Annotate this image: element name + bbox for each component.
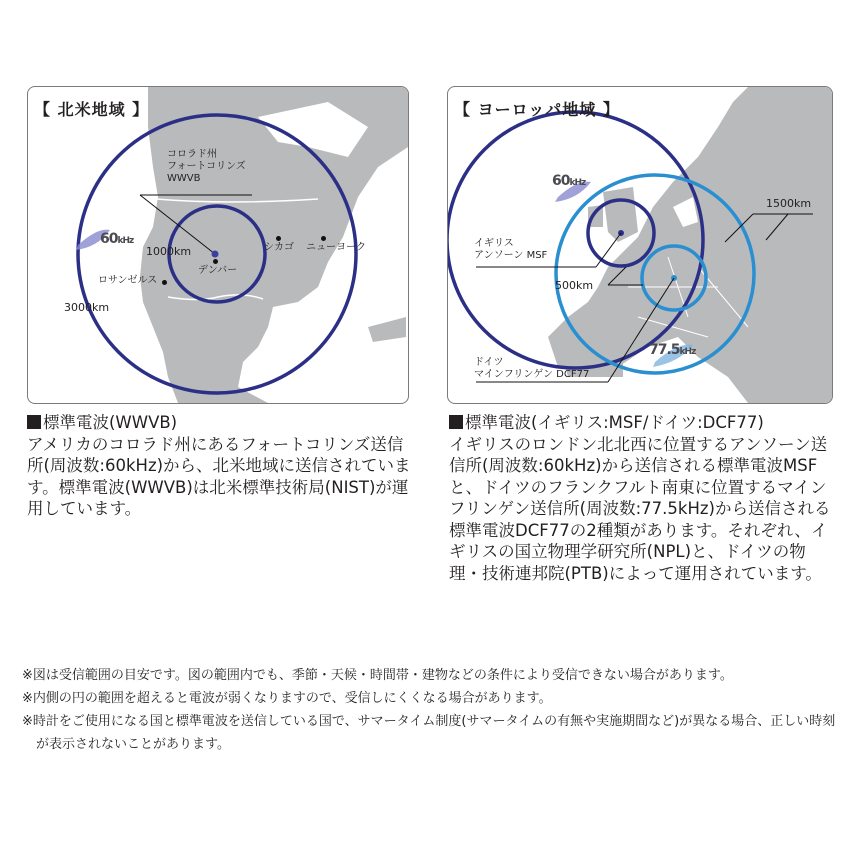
footnotes: [22, 664, 842, 756]
msf-station-label: イギリス アンソーン MSF: [474, 238, 548, 261]
description-body: イギリスのロンドン北北西に位置するアンソーン送信所(周波数:60kHz)から送信される標準電波MSFと、ドイツのフランクフルト南東に位置するマインフリンゲン送信所(周波数:77.5kHz)から送信される標準電波DCF77の2種類があります。それぞれ、イギリスの国立物理学研究所(NPL)と、ドイツの物理・技術連邦院(PTB)によって運用されています。: [449, 434, 831, 583]
panel-title: 【 北米地域 】: [34, 100, 150, 119]
dcf-frequency-label: 77.5kHz: [649, 342, 696, 358]
north-america-description: [27, 412, 412, 520]
new-york-marker: [321, 236, 326, 241]
chicago-marker: [276, 236, 281, 241]
city-denver: デンバー: [198, 265, 238, 276]
city-new-york: ニューヨーク: [306, 242, 366, 253]
inner-radius-label: 500km: [555, 279, 594, 292]
europe-map: [447, 86, 833, 404]
city-los-angeles: ロサンゼルス: [98, 275, 158, 286]
europe-description: [449, 412, 837, 584]
description-heading: 標準電波(WWVB): [43, 413, 178, 432]
los-angeles-marker: [162, 280, 167, 285]
footnote: ※図は受信範囲の目安です。図の範囲内でも、季節・天候・時間帯・建物などの条件により受信できない場合があります。: [22, 668, 733, 683]
panel-title: 【 ヨーロッパ地域 】: [454, 100, 620, 119]
footnote: ※時計をご使用になる国と標準電波を送信している国で、サマータイム制度(サマータイムの有無や実施期間など)が異なる場合、正しい時刻が表示されないことがあります。: [22, 714, 836, 752]
outer-radius-label: 1500km: [766, 197, 812, 210]
station-label: コロラド州 フォートコリンズ WWVB: [167, 149, 246, 184]
square-bullet-icon: [27, 415, 41, 429]
msf-frequency-label: 60kHz: [552, 173, 586, 189]
north-america-map: [27, 86, 409, 404]
dcf-station-label: ドイツ マインフリンゲン DCF77: [474, 357, 590, 380]
denver-marker: [213, 259, 218, 264]
frequency-label: 60kHz: [100, 231, 134, 247]
description-heading: 標準電波(イギリス:MSF/ドイツ:DCF77): [465, 413, 764, 432]
outer-radius-label: 3000km: [64, 301, 110, 314]
footnote: ※内側の円の範囲を超えると電波が弱くなりますので、受信しにくくなる場合があります。: [22, 691, 552, 706]
city-chicago: シカゴ: [264, 242, 294, 253]
description-body: アメリカのコロラド州にあるフォートコリンズ送信所(周波数:60kHz)から、北米地域に送信されています。標準電波(WWVB)は北米標準技術局(NIST)が運用しています。: [27, 434, 411, 518]
square-bullet-icon: [449, 415, 463, 429]
inner-radius-label: 1000km: [146, 245, 192, 258]
